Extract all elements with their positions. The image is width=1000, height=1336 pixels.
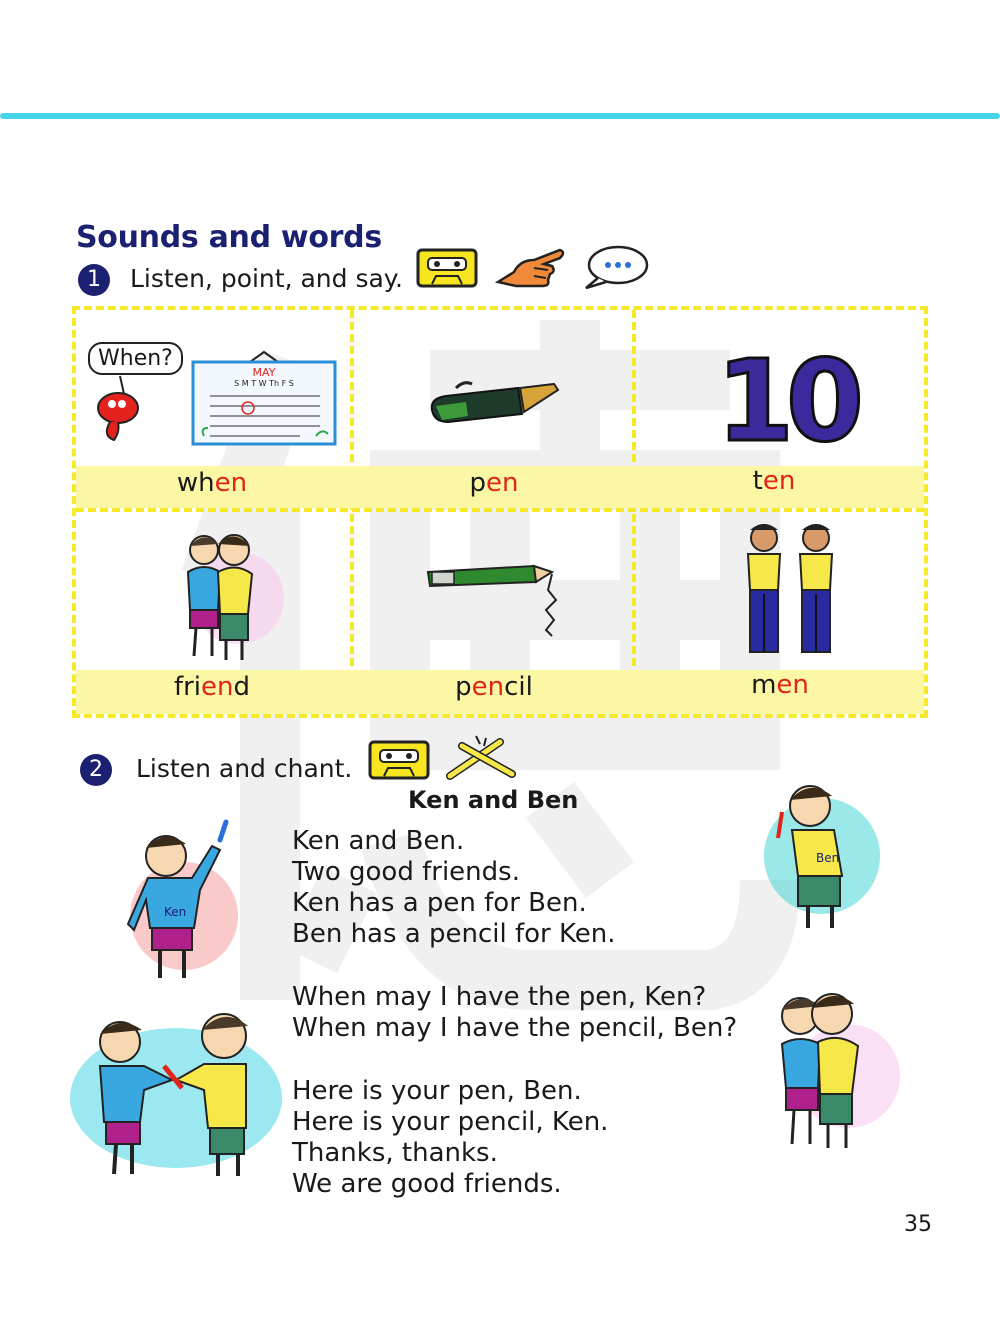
word-men[interactable] bbox=[640, 670, 920, 700]
word-when-start: wh bbox=[176, 468, 215, 498]
fountain-pen-icon bbox=[426, 376, 562, 428]
word-pencil-end: cil bbox=[504, 672, 533, 702]
word-friend-start: fri bbox=[173, 672, 202, 702]
word-men-start: m bbox=[751, 670, 777, 700]
chant-line: When may I have the pen, Ken? bbox=[292, 982, 707, 1012]
activity-number-2: 2 bbox=[80, 754, 112, 786]
chant-line: When may I have the pencil, Ben? bbox=[292, 1013, 738, 1043]
ten-numeral: 10 bbox=[716, 337, 856, 467]
word-pencil[interactable] bbox=[354, 672, 634, 702]
chant-line: Ken and Ben. bbox=[292, 826, 465, 856]
hugging-friends-icon bbox=[160, 528, 280, 666]
when-speech-bubble: When? bbox=[88, 342, 183, 375]
word-friend-end: d bbox=[233, 672, 251, 702]
speech-bubble-icon bbox=[580, 244, 650, 290]
friends-exchange-illustration bbox=[64, 1006, 274, 1182]
calendar-days: S M T W Th F S bbox=[234, 379, 294, 388]
word-friend[interactable] bbox=[72, 672, 352, 702]
pencil-icon bbox=[424, 564, 574, 640]
hugging-friends-illustration bbox=[760, 986, 900, 1156]
grid-row-divider bbox=[76, 508, 924, 512]
word-pencil-highlight: en bbox=[471, 672, 505, 702]
chant-line: Here is your pen, Ben. bbox=[292, 1076, 582, 1106]
word-pen[interactable] bbox=[354, 468, 634, 498]
ben-with-pencil-illustration bbox=[746, 776, 884, 934]
number-ten-icon bbox=[716, 337, 856, 467]
word-men-highlight: en bbox=[776, 670, 809, 700]
cassette-icon bbox=[416, 248, 478, 288]
cassette-icon-2 bbox=[368, 740, 430, 780]
word-ten-highlight: en bbox=[762, 466, 796, 496]
red-mascot-icon bbox=[92, 374, 142, 444]
pointing-hand-icon bbox=[494, 242, 566, 288]
chant-stanza-1 bbox=[292, 826, 616, 950]
word-friend-highlight: en bbox=[201, 672, 234, 702]
activity1-instruction: Listen, point, and say. bbox=[130, 264, 403, 293]
word-pen-highlight: en bbox=[486, 468, 519, 498]
top-decorative-rule bbox=[0, 113, 1000, 119]
word-ten[interactable] bbox=[634, 466, 914, 496]
ken-shirt-label: Ken bbox=[164, 905, 187, 919]
page-number: 35 bbox=[904, 1212, 932, 1237]
chant-line: Ken has a pen for Ben. bbox=[292, 888, 587, 918]
word-pencil-start: p bbox=[455, 672, 472, 702]
word-when-highlight: en bbox=[214, 468, 248, 498]
two-men-icon bbox=[736, 520, 844, 664]
chant-line: We are good friends. bbox=[292, 1169, 562, 1199]
chant-line: Thanks, thanks. bbox=[292, 1138, 498, 1168]
chant-stanza-3 bbox=[292, 1076, 608, 1200]
chant-line: Two good friends. bbox=[292, 857, 520, 887]
chant-line: Ben has a pencil for Ken. bbox=[292, 919, 616, 949]
word-when[interactable] bbox=[72, 468, 352, 498]
chant-line: Here is your pencil, Ken. bbox=[292, 1107, 609, 1137]
activity2-instruction: Listen and chant. bbox=[136, 754, 353, 783]
calendar-icon bbox=[190, 350, 338, 446]
calendar-month: MAY bbox=[252, 366, 276, 379]
grid-column-2 bbox=[354, 310, 636, 714]
chant-stanza-2 bbox=[292, 982, 737, 1044]
section-title: Sounds and words bbox=[76, 220, 382, 255]
ben-shirt-label: Ben bbox=[816, 851, 840, 865]
crossed-sticks-icon bbox=[446, 734, 516, 780]
activity-number-1: 1 bbox=[78, 264, 110, 296]
word-pen-start: p bbox=[469, 468, 487, 498]
word-ten-start: t bbox=[752, 466, 763, 496]
chant-title: Ken and Ben bbox=[408, 786, 579, 814]
ken-with-pen-illustration bbox=[120, 820, 248, 986]
